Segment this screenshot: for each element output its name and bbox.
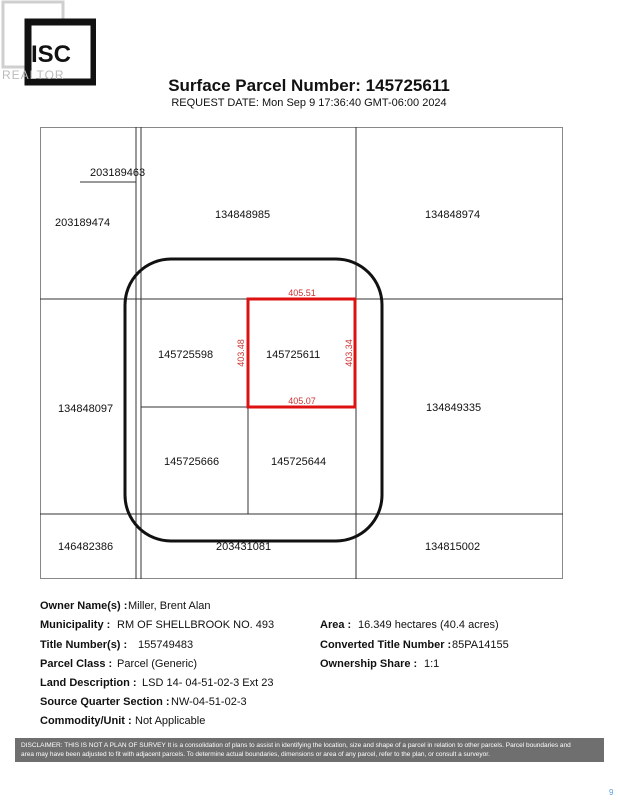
parcel-label: 134848985 [215,209,271,221]
parcel-label: 145725666 [164,456,220,468]
disclaimer-banner [15,738,604,762]
parcel-map [40,127,563,579]
title-number-value: 155749483 [138,639,194,651]
owner-label: Owner Name(s) : [40,600,128,612]
parcel-label: 145725644 [271,456,327,468]
parcel-label: 203431081 [216,541,272,553]
request-date: REQUEST DATE: Mon Sep 9 17:36:40 GMT-06:00 2024 [171,97,447,109]
parcel-label: 134849335 [426,402,482,414]
area-label: Area : [320,619,352,631]
source-quarter-value: NW-04-51-02-3 [171,696,247,708]
page-title: Surface Parcel Number: 145725611 [168,76,450,95]
municipality-label: Municipality : [40,619,111,631]
parcel-label: 203189474 [55,217,111,229]
dimension-left: 403.48 [236,339,246,367]
commodity-label: Commodity/Unit : [40,715,132,727]
area-value: 16.349 hectares (40.4 acres) [358,619,499,631]
ownership-share-value: 1:1 [424,658,440,670]
parcel-label: 134848097 [58,403,114,415]
dimension-bottom: 405.07 [288,396,316,406]
parcel-label: 203189463 [90,167,146,179]
owner-value: Miller, Brent Alan [128,600,211,612]
municipality-value: RM OF SHELLBROOK NO. 493 [117,619,275,631]
converted-title-value: 85PA14155 [452,639,509,651]
commodity-value: Not Applicable [135,715,206,727]
parcel-label: 134848974 [425,209,481,221]
source-quarter-label: Source Quarter Section : [40,696,170,708]
ownership-share-label: Ownership Share : [320,658,418,670]
disclaimer-line-1: DISCLAIMER: THIS IS NOT A PLAN OF SURVEY It is a consolidation of plans to assist in identifying the location, size and shape of a parcel in relation to other parcels. Parcel boundaries and [21,742,571,749]
parcel-class-value: Parcel (Generic) [117,658,198,670]
converted-title-label: Converted Title Number : [320,639,452,651]
parcel-label: 145725598 [158,349,214,361]
land-description-label: Land Description : [40,677,137,689]
dimension-right: 403.34 [344,339,354,367]
page-number: 9 [609,788,614,797]
land-description-value: LSD 14- 04-51-02-3 Ext 23 [142,677,274,689]
dimension-top: 405.51 [288,288,316,298]
parcel-label: 146482386 [58,541,114,553]
title-number-label: Title Number(s) : [40,639,128,651]
disclaimer-line-2: area may have been adjusted to fit with adjacent parcels. To determine actual boundaries, dimensions or area of any parcel, refer to the plan, or consult a surveyor. [21,751,490,758]
parcel-class-label: Parcel Class : [40,658,113,670]
parcel-label: 145725611 [266,349,321,361]
logo-text: ISC [30,41,72,68]
realtor-watermark: REALTOR [2,68,65,82]
parcel-label: 134815002 [425,541,481,553]
